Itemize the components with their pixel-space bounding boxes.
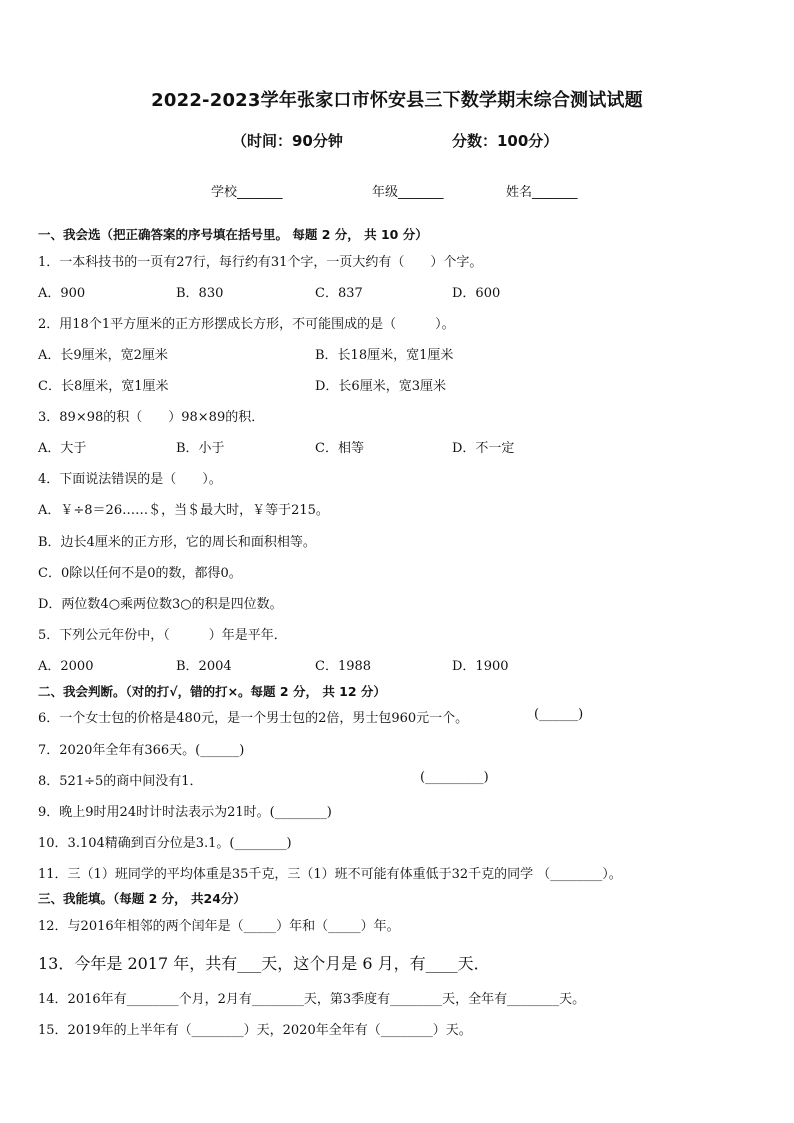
answer-blank: (_________) <box>420 770 489 785</box>
question-6: 6．一个女士包的价格是480元，是一个男士包的2倍，男士包960元一个。 <box>38 711 469 726</box>
section-heading: 三、我能填。（每题 2 分， 共24分） <box>38 891 246 906</box>
question-5: 5．下列公元年份中，（ ）年是平年． <box>38 628 287 643</box>
option: C．0除以任何不是0的数，都得0。 <box>38 566 242 581</box>
question-12: 12．与2016年相邻的两个闰年是（_____）年和（_____）年。 <box>38 919 400 934</box>
option: C．1988 <box>315 659 372 674</box>
option: B．830 <box>176 286 224 301</box>
question-8: 8．521÷5的商中间没有1． <box>38 774 203 789</box>
question-14: 14．2016年有________个月，2月有________天，第3季度有________天，全年有________天。 <box>38 992 586 1007</box>
option: A．2000 <box>38 659 94 674</box>
option: A．￥÷8＝26……＄，当＄最大时，￥等于215。 <box>38 503 329 518</box>
option: D．两位数4○乘两位数3○的积是四位数。 <box>38 597 283 612</box>
page-title: 2022-2023学年张家口市怀安县三下数学期末综合测试试题 <box>151 90 643 111</box>
section-heading: 二、我会判断。（对的打√，错的打×。每题 2 分， 共 12 分） <box>38 684 386 699</box>
question-1: 1．一本科技书的一页有27行，每行约有31个字，一页大约有（ ）个字。 <box>38 255 483 270</box>
question-3: 3．89×98的积（ ）98×89的积． <box>38 410 265 425</box>
option: A．大于 <box>38 441 87 456</box>
question-11: 11．三（1）班同学的平均体重是35千克，三（1）班不可能有体重低于32千克的同学 （________）。 <box>38 867 622 882</box>
question-10: 10．3.104精确到百分位是3.1。(________) <box>38 836 292 851</box>
question-7: 7．2020年全年有366天。(______) <box>38 743 245 758</box>
option: B．边长4厘米的正方形，它的周长和面积相等。 <box>38 535 316 550</box>
option: A．900 <box>38 286 86 301</box>
question-4: 4．下面说法错误的是（ ）。 <box>38 472 222 487</box>
section-heading: 一、我会选（把正确答案的序号填在括号里。 每题 2 分， 共 10 分） <box>38 227 428 242</box>
option: C．相等 <box>315 441 364 456</box>
option: D．1900 <box>452 659 509 674</box>
question-2: 2．用18个1平方厘米的正方形摆成长方形，不可能围成的是（ ）。 <box>38 317 455 332</box>
option: D．600 <box>452 286 501 301</box>
option: B．2004 <box>176 659 232 674</box>
grade-field: 年级_______ <box>372 185 444 200</box>
option: A．长9厘米，宽2厘米 <box>38 348 168 363</box>
answer-blank: (______) <box>534 707 584 722</box>
option: B．长18厘米，宽1厘米 <box>315 348 454 363</box>
option: C．837 <box>315 286 363 301</box>
exam-score: 分数：100分） <box>452 132 559 150</box>
option: D．不一定 <box>452 441 515 456</box>
question-13: 13．今年是 2017 年，共有___天，这个月是 6 月，有____天． <box>38 954 490 973</box>
exam-time: （时间：90分钟 <box>232 132 343 150</box>
question-9: 9．晚上9时用24时计时法表示为21时。(________) <box>38 805 332 820</box>
option: C．长8厘米，宽1厘米 <box>38 379 169 394</box>
question-15: 15．2019年的上半年有（________）天，2020年全年有（________）天。 <box>38 1023 472 1038</box>
name-field: 姓名_______ <box>506 185 578 200</box>
school-field: 学校_______ <box>211 185 283 200</box>
option: D．长6厘米，宽3厘米 <box>315 379 446 394</box>
option: B．小于 <box>176 441 225 456</box>
